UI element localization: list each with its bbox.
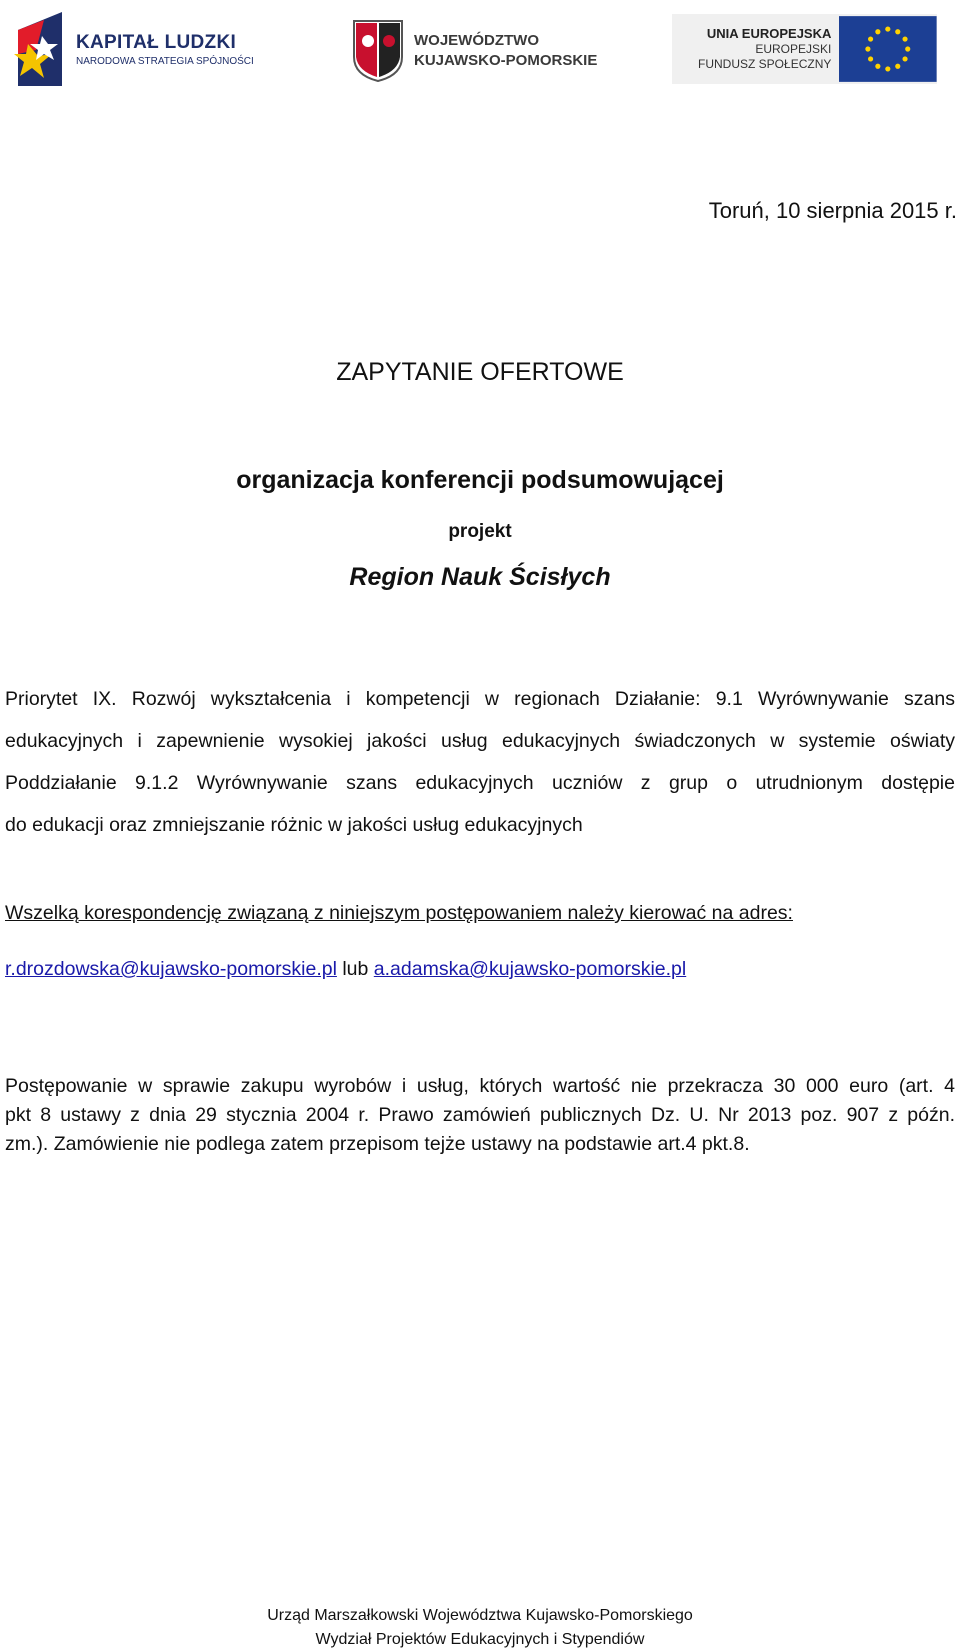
ue-line3: FUNDUSZ SPOŁECZNY [698, 57, 832, 71]
unia-europejska-logo [672, 14, 937, 84]
correspondence-note: Wszelką korespondencję związaną z niniejszym postępowaniem należy kierować na adres: [5, 902, 793, 924]
footer-line2: Wydział Projektów Edukacyjnych i Stypendiów [315, 1631, 645, 1648]
procedure-line: zm.). Zamówienie nie podlega zatem przepisom tejże ustawy na podstawie art.4 pkt.8. [5, 1133, 750, 1155]
project-label: projekt [448, 521, 512, 542]
priority-paragraph [5, 678, 955, 846]
procedure-line: Postępowanie w sprawie zakupu wyrobów i usług, których wartość nie przekracza 30 000 euro (art. 4 [5, 1075, 955, 1097]
project-name: Region Nauk Ścisłych [349, 563, 611, 591]
kapital-ludzki-emblem-icon [14, 10, 66, 88]
eu-flag-icon [839, 16, 937, 82]
wojewodztwo-line2: KUJAWSKO-POMORSKIE [414, 52, 598, 69]
kapital-ludzki-logo [14, 8, 254, 90]
wojewodztwo-logo [352, 16, 602, 86]
procedure-paragraph [5, 1072, 955, 1159]
email-link-adamska[interactable]: a.adamska@kujawsko-pomorskie.pl [373, 958, 687, 980]
priority-line: do edukacji oraz zmniejszanie różnic w jakości usług edukacyjnych [5, 814, 583, 836]
kapital-ludzki-subtitle: NARODOWA STRATEGIA SPÓJNOŚCI [76, 55, 254, 67]
priority-line: Priorytet IX. Rozwój wykształcenia i kompetencji w regionach Działanie: 9.1 Wyrównywanie szans [5, 688, 955, 710]
priority-line: Poddziałanie 9.1.2 Wyrównywanie szans edukacyjnych uczniów z grup o utrudnionym dostępie [5, 772, 955, 794]
coat-of-arms-icon [352, 19, 404, 83]
wojewodztwo-line1: WOJEWÓDZTWO [414, 32, 539, 49]
email-contacts [5, 958, 955, 981]
ue-line2: EUROPEJSKI [755, 42, 832, 56]
header-logos [0, 0, 960, 100]
footer-line1: Urząd Marszałkowski Województwa Kujawsko-Pomorskiego [267, 1607, 693, 1624]
document-title: ZAPYTANIE OFERTOWE [336, 358, 624, 386]
kapital-ludzki-title: KAPITAŁ LUDZKI [76, 31, 237, 53]
document-date: Toruń, 10 sierpnia 2015 r. [708, 198, 957, 223]
ue-title: UNIA EUROPEJSKA [706, 26, 832, 41]
footer [0, 1604, 960, 1652]
document-subtitle: organizacja konferencji podsumowującej [236, 466, 724, 494]
email-link-drozdowska[interactable]: r.drozdowska@kujawsko-pomorskie.pl [5, 958, 337, 980]
procedure-line: pkt 8 ustawy z dnia 29 stycznia 2004 r. Prawo zamówień publicznych Dz. U. Nr 2013 poz. 907 z późn. [5, 1104, 955, 1126]
priority-line: edukacyjnych i zapewnienie wysokiej jakości usług edukacyjnych świadczonych w systemie oświaty [5, 730, 955, 752]
email-separator: lub [342, 958, 369, 980]
